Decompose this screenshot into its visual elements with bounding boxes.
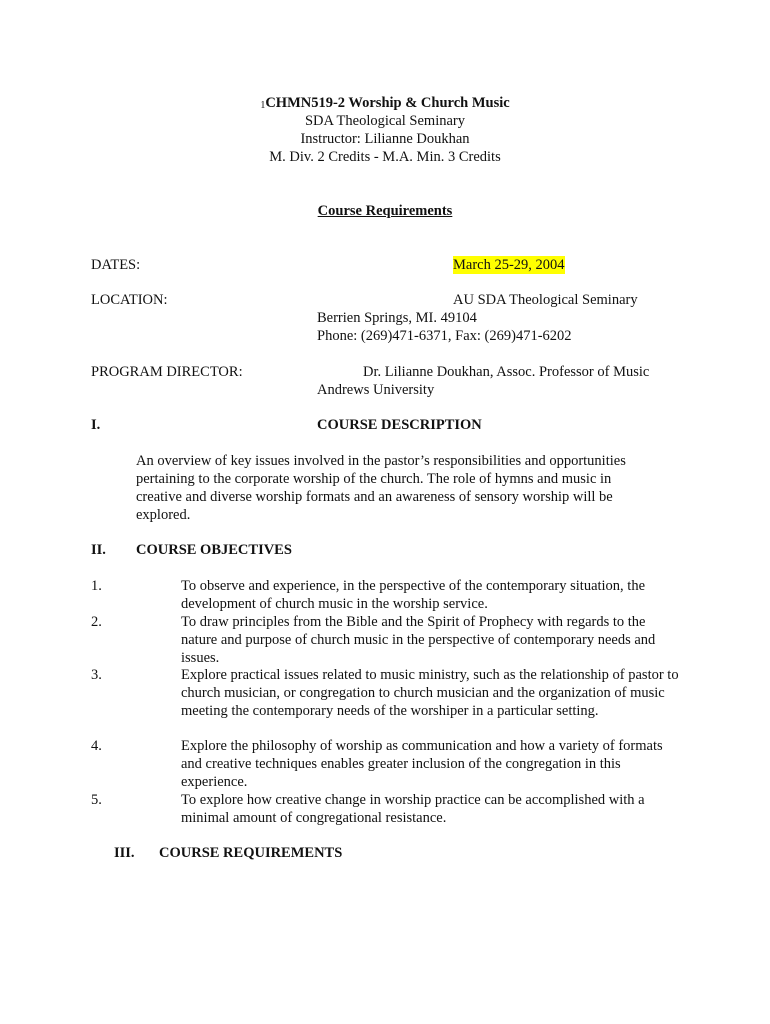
location-line-2: Berrien Springs, MI. 49104 <box>317 310 477 326</box>
list-item-number: 3. <box>91 667 102 683</box>
instructor-line: Instructor: Lilianne Doukhan <box>300 131 470 147</box>
list-item-text: To explore how creative change in worship practice can be accomplished with a minimal amount of congregational resistance. <box>181 792 645 826</box>
requirements-numeral: III. <box>114 845 135 861</box>
location-line-1: AU SDA Theological Seminary <box>453 292 638 308</box>
list-item-text: Explore the philosophy of worship as communication and how a variety of formats and creative techniques enables greater inclusion of the congregation in this experience. <box>181 738 663 790</box>
objectives-heading: COURSE OBJECTIVES <box>136 542 292 558</box>
requirements-heading: COURSE REQUIREMENTS <box>159 845 343 861</box>
dates-value: March 25-29, 2004 <box>453 257 565 273</box>
description-heading: COURSE DESCRIPTION <box>317 417 482 433</box>
list-item-text: To observe and experience, in the perspective of the contemporary situation, the development of church music in the worship service. <box>181 578 646 612</box>
director-line-1: Dr. Lilianne Doukhan, Assoc. Professor of Music <box>363 364 650 380</box>
credits-line: M. Div. 2 Credits - M.A. Min. 3 Credits <box>269 149 501 165</box>
director-line-2: Andrews University <box>317 382 435 398</box>
director-label: PROGRAM DIRECTOR: <box>91 364 243 380</box>
objectives-numeral: II. <box>91 542 106 558</box>
list-item-number: 4. <box>91 738 102 754</box>
course-title-line <box>0 94 770 114</box>
dates-label: DATES: <box>91 257 141 273</box>
section-heading: Course Requirements <box>317 203 453 219</box>
institution-line: SDA Theological Seminary <box>304 113 466 129</box>
location-line-3: Phone: (269)471-6371, Fax: (269)471-6202 <box>317 328 572 344</box>
list-item-text: Explore practical issues related to music ministry, such as the relationship of pastor to church musician, or congregation to church musician and the organization of music meeting the contemporary needs of the worshiper in a particular setting. <box>181 667 679 719</box>
list-item-number: 1. <box>91 578 102 594</box>
description-text: An overview of key issues involved in the pastor’s responsibilities and opportunities pertaining to the corporate worship of the church. The role of hymns and music in creative and diverse worship formats and an awareness of sensory worship will be explored. <box>136 453 626 523</box>
course-title: CHMN519-2 Worship & Church Music <box>265 95 510 111</box>
list-item-number: 2. <box>91 614 102 630</box>
location-label: LOCATION: <box>91 292 168 308</box>
description-numeral: I. <box>91 417 101 433</box>
list-item-text: To draw principles from the Bible and the Spirit of Prophecy with regards to the nature and purpose of church music in the perspective of contemporary needs and issues. <box>181 614 656 666</box>
list-item-number: 5. <box>91 792 102 808</box>
footnote-mark: 1 <box>260 100 266 111</box>
